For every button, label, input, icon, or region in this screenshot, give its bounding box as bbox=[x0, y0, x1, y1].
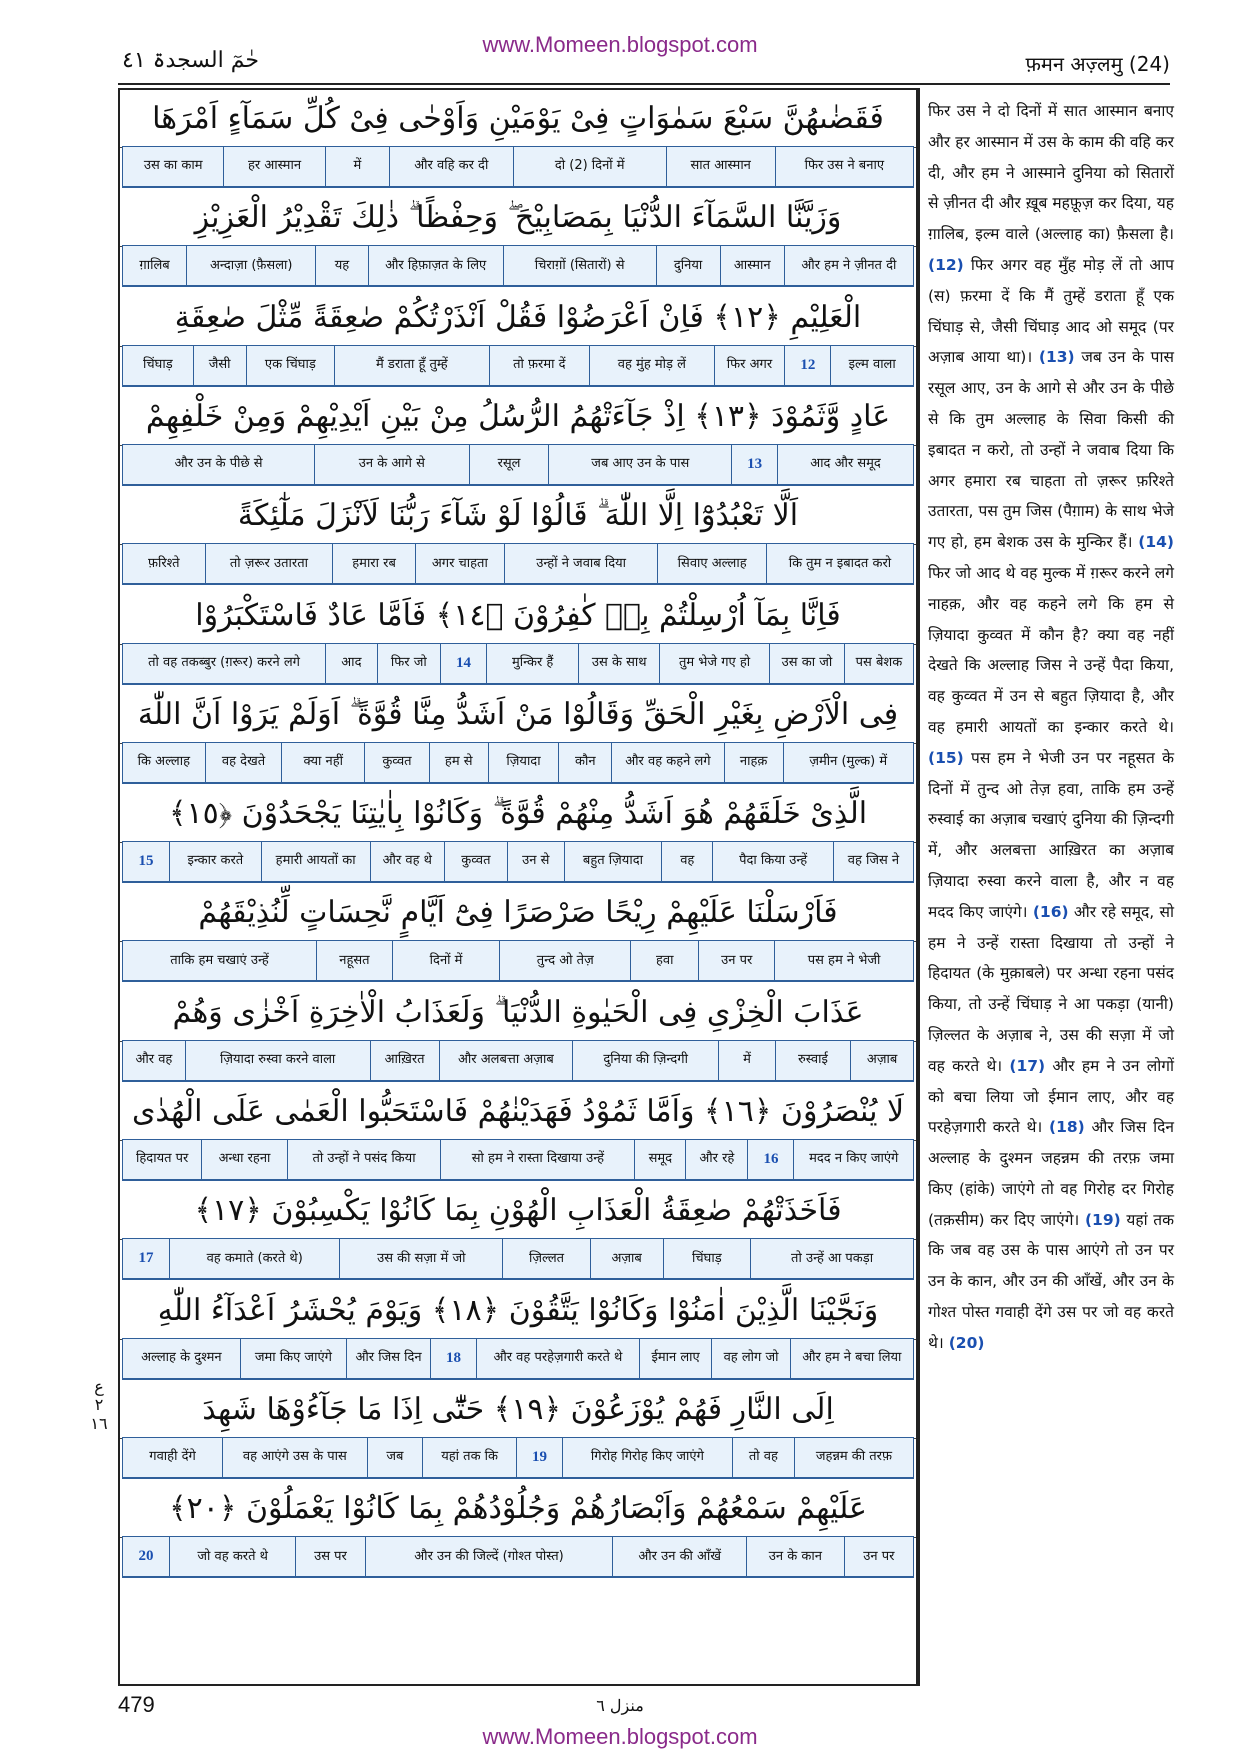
translation-column bbox=[928, 96, 1174, 1359]
translation-text: पस हम ने भेजी उन पर नहूसत के दिनों में तुन्द ओ तेज़ हवा, ताकि हम उन्हें रुस्वाई का अज़ाब चखाएं दुनिया की ज़िन्दगी में, और अलबत्ता आख़िरत का अज़ाब ज़ियादा रुस्वा करने वाला है, और न वह मदद किए जाएंगे। bbox=[928, 748, 1174, 921]
gloss-cell: हवा bbox=[630, 941, 698, 980]
gloss-cell: कि तुम न इबादत करो bbox=[766, 544, 913, 583]
translation-text: फिर जो आद थे वह मुल्क में ग़रूर करने लगे नाहक़, और वह कहने लगे कि हम से ज़ियादा कुव्वत में कौन है? क्या वह नहीं देखते कि अल्लाह जिस ने उन्हें पैदा किया, वह कुव्वत में उन से बहुत ज़ियादा है, और वह हमारी आयतों का इन्कार करते थे। bbox=[928, 563, 1174, 736]
gloss-cell: वह कमाते (करते थे) bbox=[169, 1239, 339, 1278]
gloss-cell: में bbox=[325, 147, 389, 186]
gloss-cell: अल्लाह के दुश्मन bbox=[141, 1349, 222, 1365]
gloss-cell: सात आस्मान bbox=[666, 147, 775, 186]
gloss-cell: और उन के पीछे से bbox=[174, 456, 263, 472]
translation-text: फिर उस ने दो दिनों में सात आस्मान बनाए और हर आस्मान में उस के काम की वहि कर दी, और हम ने आस्माने दुनिया को सितारों से ज़ीनत दी और ख़ूब महफ़ूज़ कर दिया, यह ग़ालिब, इल्म वाले (अल्लाह का) फ़ैसला है। bbox=[928, 102, 1174, 244]
gloss-cell: और वह bbox=[135, 1052, 173, 1068]
arabic-verse-line: اِلَى النَّارِ فَهُمْ يُوْزَعُوْنَ ﴿١٩﴾ حَتّٰٓى اِذَا مَا جَآءُوْهَا شَهِدَ bbox=[120, 1381, 916, 1439]
gloss-cell: मुन्किर हैं bbox=[486, 644, 578, 683]
arabic-verse-line: عَادٍ وَّثَمُوْدَ ﴿١٣﴾ اِذْ جَآءَتْهُمُ الرُّسُلُ مِنْ بَيْنِ اَيْدِيْهِمْ وَمِنْ خَلْفِهِمْ bbox=[120, 388, 916, 446]
gloss-cell: बहुत ज़ियादा bbox=[564, 842, 661, 881]
gloss-cell: जमा किए जाएंगे bbox=[240, 1339, 346, 1378]
gloss-cell: पैदा किया उन्हें bbox=[712, 842, 833, 881]
gloss-cell: तो उन्हों ने पसंद किया bbox=[287, 1140, 441, 1179]
gloss-cell: ताकि हम चखाएं उन्हें bbox=[170, 952, 269, 968]
gloss-cell: उस का काम bbox=[143, 158, 203, 174]
header-rule bbox=[118, 83, 1170, 85]
translation-verse-number: (15) bbox=[928, 748, 964, 767]
gloss-cell: आद bbox=[325, 644, 377, 683]
gloss-cell: वह जिस ने bbox=[833, 842, 913, 881]
gloss-cell: अन्धा रहना bbox=[201, 1140, 286, 1179]
arabic-verse-line: الْعَلِيْمِ ﴿١٢﴾ فَاِنْ اَعْرَضُوْا فَقُلْ اَنْذَرْتُكُمْ صٰعِقَةً مِّثْلَ صٰعِقَةِ bbox=[120, 289, 916, 347]
verse-number-cell: 17 bbox=[138, 1250, 154, 1267]
gloss-cell: और वह परहेज़गारी करते थे bbox=[476, 1339, 639, 1378]
para-header: फ़मन अज़्लमु (24) bbox=[1025, 52, 1170, 76]
gloss-cell: और उन की आँखें bbox=[612, 1537, 746, 1576]
gloss-cell: पस बेशक bbox=[844, 644, 913, 683]
gloss-cell: कुव्वत bbox=[364, 743, 429, 782]
gloss-cell: कि अल्लाह bbox=[137, 754, 191, 770]
gloss-cell: यह bbox=[315, 246, 367, 285]
gloss-cell: सिवाए अल्लाह bbox=[657, 544, 765, 583]
word-gloss-row bbox=[122, 841, 914, 883]
arabic-verse-line: عَلَيْهِمْ سَمْعُهُمْ وَاَبْصَارُهُمْ وَجُلُوْدُهُمْ بِمَا كَانُوْا يَعْمَلُوْنَ ﴿٢٠﴾ bbox=[120, 1480, 916, 1538]
gloss-cell: दुनिया की ज़िन्दगी bbox=[572, 1041, 718, 1080]
gloss-cell: और वह थे bbox=[370, 842, 444, 881]
gloss-cell: ग़ालिब bbox=[139, 257, 170, 273]
word-gloss-row bbox=[122, 1238, 914, 1280]
word-gloss-row bbox=[122, 1437, 914, 1479]
verse-number-cell: 13 bbox=[731, 445, 777, 484]
gloss-cell: मैं डराता हूँ तुम्हें bbox=[334, 346, 488, 385]
gloss-cell: और जिस दिन bbox=[346, 1339, 430, 1378]
verse-number-cell: 20 bbox=[138, 1548, 154, 1565]
gloss-cell: जब आए उन के पास bbox=[548, 445, 731, 484]
translation-verse-number: (12) bbox=[928, 255, 964, 274]
word-gloss-row bbox=[122, 1040, 914, 1082]
arabic-verse-line: فَاَرْسَلْنَا عَلَيْهِمْ رِيْحًا صَرْصَرًا فِىْٓ اَيَّامٍ نَّحِسَاتٍ لِّنُذِيْقَهُمْ bbox=[120, 884, 916, 942]
gloss-cell: ज़ियादा bbox=[488, 743, 559, 782]
gloss-cell: और उन की जिल्दें (गोश्त पोस्त) bbox=[365, 1537, 613, 1576]
gloss-cell: दिनों में bbox=[392, 941, 499, 980]
gloss-cell: उन के आगे से bbox=[314, 445, 469, 484]
gloss-cell: उस का जो bbox=[769, 644, 844, 683]
gloss-cell: हमारा रब bbox=[332, 544, 415, 583]
gloss-cell: फिर जो bbox=[377, 644, 440, 683]
arabic-verse-line: وَنَجَّيْنَا الَّذِيْنَ اٰمَنُوْا وَكَانُوْا يَتَّقُوْنَ ﴿١٨﴾ وَيَوْمَ يُحْشَرُ اَعْدَآءُ اللّٰهِ bbox=[120, 1282, 916, 1340]
gloss-cell: कुव्वत bbox=[444, 842, 507, 881]
translation-text: फिर अगर वह मुँह मोड़ लें तो आप (स) फ़रमा दें कि मैं तुम्हें डराता हूँ एक चिंघाड़ से, जैसी चिंघाड़ आद ओ समूद (पर अज़ाब आया था)। bbox=[928, 255, 1174, 367]
gloss-cell: अज़ाब bbox=[850, 1041, 913, 1080]
gloss-cell: वह मुंह मोड़ लें bbox=[589, 346, 713, 385]
gloss-cell: ज़िल्लत bbox=[502, 1239, 590, 1278]
translation-text: जब उन के पास रसूल आए, उन के आगे से और उन के पीछे से कि तुम अल्लाह के सिवा किसी की इबादत न करो, तो उन्हों ने जवाब दिया कि अगर हमारा रब चाहता तो ज़रूर फ़रिश्ते उतारता, पस तुम जिस (पैग़ाम) के साथ भेजे गए हो, हम बेशक उस के मुन्किर हैं। bbox=[928, 348, 1174, 552]
word-gloss-row bbox=[122, 940, 914, 982]
gloss-cell: अज़ाब bbox=[590, 1239, 663, 1278]
gloss-cell: हिदायत पर bbox=[136, 1151, 189, 1167]
gloss-cell: पस हम ने भेजी bbox=[774, 941, 913, 980]
gloss-cell: तुन्द ओ तेज़ bbox=[499, 941, 630, 980]
gloss-cell: फिर अगर bbox=[714, 346, 785, 385]
arabic-verse-line: فَاِنَّا بِمَآ اُرْسِلْتُمْ بِهٖ كٰفِرُوْنَ ﴿١٤﴾ فَاَمَّا عَادٌ فَاسْتَكْبَرُوْا bbox=[120, 587, 916, 645]
word-gloss-row bbox=[122, 742, 914, 784]
arabic-verse-line: عَذَابَ الْخِزْىِ فِى الْحَيٰوةِ الدُّنْيَا ۗ وَلَعَذَابُ الْاٰخِرَةِ اَخْزٰى وَهُمْ bbox=[120, 984, 916, 1042]
gloss-cell: हमारी आयतों का bbox=[261, 842, 370, 881]
gloss-cell: रसूल bbox=[469, 445, 549, 484]
gloss-cell: चिंघाड़ bbox=[663, 1239, 751, 1278]
translation-verse-number: (20) bbox=[948, 1333, 985, 1352]
word-gloss-row bbox=[122, 245, 914, 287]
gloss-cell: सो हम ने रास्ता दिखाया उन्हें bbox=[440, 1140, 634, 1179]
gloss-cell: जैसी bbox=[193, 346, 246, 385]
gloss-cell: उन पर bbox=[698, 941, 774, 980]
translation-verse-number: (19) bbox=[1084, 1210, 1121, 1229]
page-number: 479 bbox=[118, 1692, 155, 1717]
site-url-top[interactable]: www.Momeen.blogspot.com bbox=[482, 32, 758, 57]
arabic-verse-line: الَّذِىْ خَلَقَهُمْ هُوَ اَشَدُّ مِنْهُمْ قُوَّةً ۗ وَكَانُوْا بِاٰيٰتِنَا يَجْحَدُوْنَ ﴿١٥﴾ bbox=[120, 785, 916, 843]
translation-verse-number: (16) bbox=[1032, 902, 1069, 921]
gloss-cell: तो ज़रूर उतारता bbox=[205, 544, 333, 583]
gloss-cell: ज़मीन (मुल्क) में bbox=[783, 743, 913, 782]
gloss-cell: तुम भेजे गए हो bbox=[659, 644, 769, 683]
gloss-cell: उन्हों ने जवाब दिया bbox=[504, 544, 658, 583]
verse-number-cell: 15 bbox=[138, 853, 154, 870]
gloss-cell: और वह कहने लगे bbox=[611, 743, 724, 782]
surah-header: حٰمٓ السجدۃ ٤١ bbox=[122, 48, 259, 73]
word-gloss-row bbox=[122, 444, 914, 486]
word-gloss-row bbox=[122, 345, 914, 387]
gloss-cell: तो वह bbox=[732, 1438, 794, 1477]
arabic-verse-line: اَلَّا تَعْبُدُوْٓا اِلَّا اللّٰهَ ۗ قَالُوْا لَوْ شَآءَ رَبُّنَا لَاَنْزَلَ مَلٰٓئِكَةً bbox=[120, 487, 916, 545]
gloss-cell: फ़रिश्ते bbox=[147, 555, 180, 571]
gloss-cell: और हिफ़ाज़त के लिए bbox=[368, 246, 503, 285]
gloss-cell: कौन bbox=[558, 743, 611, 782]
gloss-cell: मदद न किए जाएंगे bbox=[793, 1140, 913, 1179]
gloss-cell: और हम ने बचा लिया bbox=[790, 1339, 913, 1378]
gloss-cell: नहूसत bbox=[316, 941, 392, 980]
gloss-cell: दो (2) दिनों में bbox=[513, 147, 666, 186]
translation-text: और हम ने उन लोगों को बचा लिया जो ईमान लाए, और वह परहेज़गारी करते थे। bbox=[928, 1056, 1174, 1137]
arabic-verse-line: فِى الْاَرْضِ بِغَيْرِ الْحَقِّ وَقَالُوْا مَنْ اَشَدُّ مِنَّا قُوَّةً ۗ اَوَلَمْ يَرَوْا اَنَّ اللّٰهَ bbox=[120, 686, 916, 744]
gloss-cell: वह देखते bbox=[205, 743, 282, 782]
gloss-cell: वह लोग जो bbox=[711, 1339, 789, 1378]
gloss-cell: हम से bbox=[429, 743, 488, 782]
translation-verse-number: (13) bbox=[1038, 348, 1075, 367]
gloss-cell: और रहे bbox=[685, 1140, 747, 1179]
gloss-cell: रुस्वाई bbox=[775, 1041, 851, 1080]
word-gloss-row bbox=[122, 1338, 914, 1380]
gloss-cell: फिर उस ने बनाए bbox=[775, 147, 913, 186]
verse-number-cell: 12 bbox=[784, 346, 830, 385]
verse-number-cell: 14 bbox=[440, 644, 486, 683]
column-divider bbox=[918, 88, 920, 1686]
arabic-verse-line: فَقَضٰىهُنَّ سَبْعَ سَمٰوَاتٍ فِىْ يَوْمَيْنِ وَاَوْحٰى فِىْ كُلِّ سَمَآءٍ اَمْرَهَا bbox=[120, 90, 916, 148]
translation-text: और रहे समूद, सो हम ने उन्हें रास्ता दिखाया तो उन्हों ने हिदायत (के मुक़ाबले) पर अन्धा रहना पसंद किया, तो उन्हें चिंघाड़ ने आ पकड़ा (यानी) ज़िल्लत के अज़ाब ने, उस की सज़ा में जो वह करते थे। bbox=[928, 902, 1174, 1075]
gloss-cell: आस्मान bbox=[720, 246, 784, 285]
translation-verse-number: (17) bbox=[1009, 1056, 1046, 1075]
gloss-cell: तो फ़रमा दें bbox=[489, 346, 590, 385]
gloss-cell: वह आएंगे उस के पास bbox=[222, 1438, 366, 1477]
verse-number-cell: 19 bbox=[516, 1438, 562, 1477]
gloss-cell: और हम ने ज़ीनत दी bbox=[784, 246, 913, 285]
gloss-cell: उस पर bbox=[295, 1537, 364, 1576]
gloss-cell: उस की सज़ा में जो bbox=[339, 1239, 502, 1278]
word-gloss-row bbox=[122, 1536, 914, 1578]
gloss-cell: चिराग़ों (सितारों) से bbox=[503, 246, 656, 285]
word-gloss-row bbox=[122, 643, 914, 685]
translation-text: और जिस दिन अल्लाह के दुश्मन जहन्नम की तरफ़ जमा किए (हांके) जाएंगे तो वह गिरोह दर गिरोह (तक़सीम) कर दिए जाएंगे। bbox=[928, 1118, 1174, 1229]
gloss-cell: उन के कान bbox=[746, 1537, 844, 1576]
gloss-cell: अगर चाहता bbox=[415, 544, 504, 583]
verse-number-cell: 16 bbox=[747, 1140, 793, 1179]
gloss-cell: तो वह तकब्बुर (ग़रूर) करने लगे bbox=[148, 654, 300, 670]
ruku-marker: ع ٢ ١٦ bbox=[90, 1377, 108, 1433]
gloss-cell: उस के साथ bbox=[578, 644, 659, 683]
gloss-cell: इल्म वाला bbox=[830, 346, 913, 385]
arabic-verse-line: فَاَخَذَتْهُمْ صٰعِقَةُ الْعَذَابِ الْهُوْنِ بِمَا كَانُوْا يَكْسِبُوْنَ ﴿١٧﴾ bbox=[120, 1182, 916, 1240]
gloss-cell: इन्कार करते bbox=[169, 842, 261, 881]
gloss-cell: आद और समूद bbox=[777, 445, 913, 484]
word-gloss-row bbox=[122, 146, 914, 188]
gloss-cell: ईमान लाए bbox=[639, 1339, 712, 1378]
gloss-cell: गिरोह गिरोह किए जाएंगे bbox=[562, 1438, 732, 1477]
gloss-cell: यहां तक कि bbox=[422, 1438, 516, 1477]
verse-number-cell: 18 bbox=[430, 1339, 476, 1378]
gloss-cell: आख़िरत bbox=[370, 1041, 439, 1080]
gloss-cell: तो उन्हें आ पकड़ा bbox=[750, 1239, 913, 1278]
gloss-cell: वह bbox=[661, 842, 712, 881]
arabic-verse-line: لَا يُنْصَرُوْنَ ﴿١٦﴾ وَاَمَّا ثَمُوْدُ فَهَدَيْنٰهُمْ فَاسْتَحَبُّوا الْعَمٰى عَلَى الْهُدٰى bbox=[120, 1083, 916, 1141]
word-gloss-row bbox=[122, 543, 914, 585]
gloss-cell: समूद bbox=[634, 1140, 685, 1179]
gloss-cell: और वहि कर दी bbox=[389, 147, 513, 186]
gloss-cell: उन पर bbox=[844, 1537, 913, 1576]
gloss-cell: दुनिया bbox=[656, 246, 720, 285]
translation-verse-number: (14) bbox=[1138, 533, 1174, 552]
gloss-cell: एक चिंघाड़ bbox=[246, 346, 335, 385]
gloss-cell: जहन्नम की तरफ़ bbox=[794, 1438, 913, 1477]
gloss-cell: उन से bbox=[507, 842, 564, 881]
gloss-cell: जब bbox=[367, 1438, 423, 1477]
word-gloss-row bbox=[122, 1139, 914, 1181]
gloss-cell: में bbox=[718, 1041, 774, 1080]
gloss-cell: अन्दाज़ा (फ़ैसला) bbox=[186, 246, 315, 285]
manzil-label: منزل ٦ bbox=[596, 1696, 644, 1715]
translation-text: यहां तक कि जब वह उस के पास आएंगे तो उन पर उन के कान, और उन की आँखें, और उन के गोश्त पोस्त गवाही देंगे उस पर जो वह करते थे। bbox=[928, 1210, 1174, 1352]
arabic-verse-line: وَزَيَّنَّا السَّمَآءَ الدُّنْيَا بِمَصَابِيْحَ ۖ وَحِفْظًا ۗ ذٰلِكَ تَقْدِيْرُ الْعَزِيْزِ bbox=[120, 189, 916, 247]
gloss-cell: हर आस्मान bbox=[223, 147, 324, 186]
site-url-bottom[interactable]: www.Momeen.blogspot.com bbox=[482, 1724, 758, 1749]
gloss-cell: जो वह करते थे bbox=[169, 1537, 295, 1576]
gloss-cell: और अलबत्ता अज़ाब bbox=[439, 1041, 572, 1080]
gloss-cell: क्या नहीं bbox=[281, 743, 364, 782]
gloss-cell: चिंघाड़ bbox=[143, 356, 173, 372]
gloss-cell: ज़ियादा रुस्वा करने वाला bbox=[185, 1041, 370, 1080]
gloss-cell: गवाही देंगे bbox=[149, 1449, 196, 1465]
gloss-cell: नाहक़ bbox=[724, 743, 783, 782]
translation-verse-number: (18) bbox=[1049, 1118, 1085, 1137]
